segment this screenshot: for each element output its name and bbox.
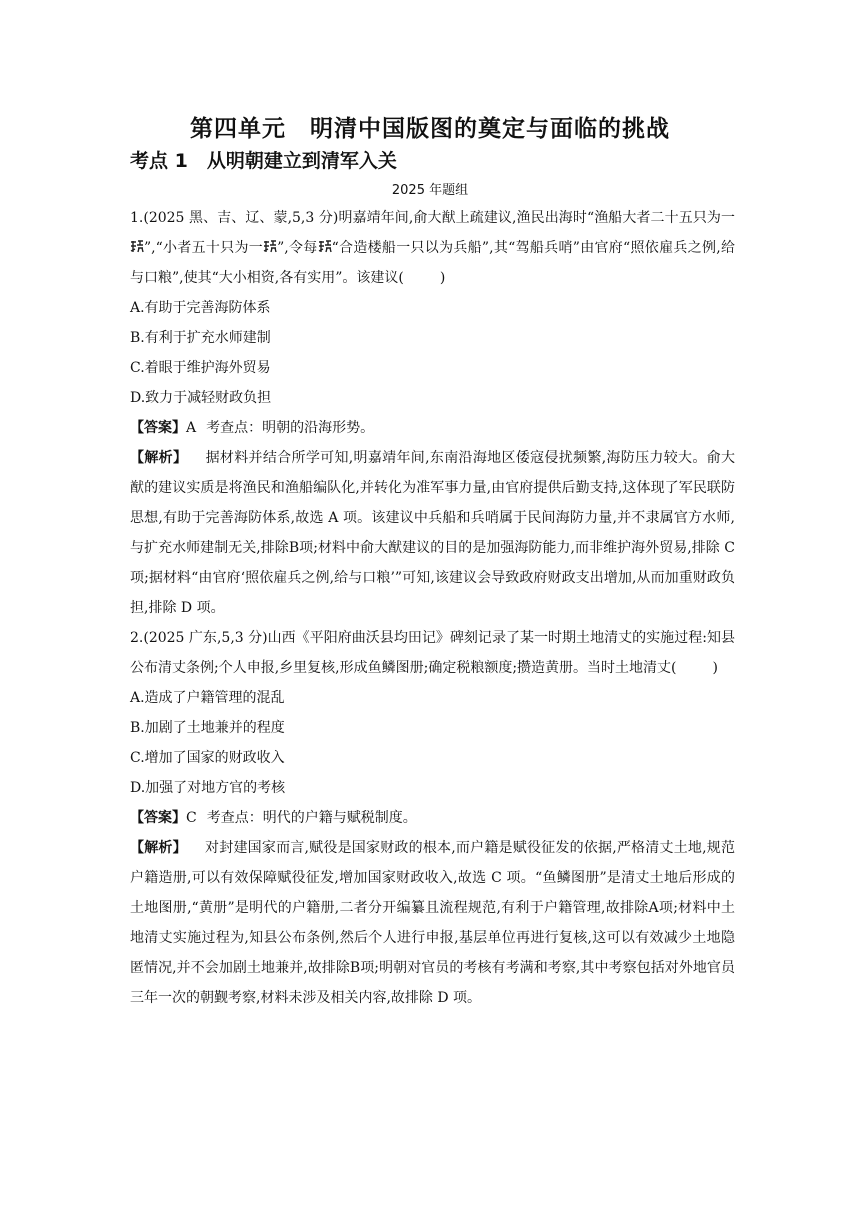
answer-tag: 【答案】 [130,810,186,826]
explanation-text: 据材料并结合所学可知,明嘉靖年间,东南沿海地区倭寇侵扰频繁,海防压力较大。俞大猷的建议实质是将渔民和渔船编队化,并转化为准军事力量,由官府提供后勤支持,这体现了军民联防思想,有助于完善海防体系,故选 A 项。该建议中兵船和兵哨属于民间海防力量,并不隶属官方水师,与扩充水师建制无关,排除B项;材料中俞大猷建议的目的是加强海防能力,而非维护海外贸易,排除 C 项;据材料“由官府‘照依雇兵之例,给与口粮’”可知,该建议会导致政府财政支出增加,从而加重财政负担,排除 D 项。 [130,450,736,616]
unit-title: 第四单元 明清中国版图的奠定与面临的挑战 [190,116,670,142]
explanation-paragraph [130,833,735,1013]
group-title: 2025 年题组 [391,183,469,198]
explanation-paragraph [130,443,735,623]
answer-value: C [186,810,197,826]
rare-character-glyph [130,240,144,253]
option-c: C.增加了国家的财政收入 [130,750,285,766]
question-1-stem [130,203,735,293]
questions-body [130,203,735,1013]
question-2-stem-part-a: 2.(2025 广东,5,3 分)山西《平阳府曲沃县均田记》碑刻记录了某一时期土地清丈的实施过程:知县公布清丈条例;个人申报,乡里复核,形成鱼鳞图册;确定税粮额度;攒造黄册。当时土地清丈( [130,630,735,676]
answer-line [130,413,735,443]
question-1-stem-part-b: ”,“小者五十只为一 [144,240,264,256]
explanation-tag: 【解析】 [130,450,188,466]
answer-line [130,803,735,833]
question-2-stem-part-e: ) [712,660,718,676]
answer-point: 考查点：明代的户籍与赋税制度。 [206,810,417,826]
answer-tag: 【答案】 [130,420,186,436]
question-2-stem [130,623,735,683]
option-d: D.致力于减轻财政负担 [130,390,272,406]
option-a: A.有助于完善海防体系 [130,300,271,316]
option-b: B.加剧了土地兼并的程度 [130,720,285,736]
question-1-stem-part-e: ) [439,270,446,286]
explanation-tag: 【解析】 [130,840,187,856]
answer-value: A [186,420,197,436]
answer-point: 考查点：明朝的沿海形势。 [206,420,375,436]
point-title: 考点 1 从明朝建立到清军入关 [130,150,397,172]
question-1-stem-part-c: ”,令每 [277,240,318,256]
question-1-stem-part-a: 1.(2025 黑、吉、辽、蒙,5,3 分)明嘉靖年间,俞大猷上疏建议,渔民出海时“渔船大者二十五只为一 [130,210,735,226]
option-c: C.着眼于维护海外贸易 [130,360,271,376]
question-1-stem-part-d: “合造楼船一只以为兵船”,其“驾船兵哨”由官府“照依雇兵之例,给与口粮”,使其“大小相资,各有实用”。该建议( [130,240,735,286]
explanation-text: 对封建国家而言,赋役是国家财政的根本,而户籍是赋役征发的依据,严格清丈土地,规范户籍造册,可以有效保障赋役征发,增加国家财政收入,故选 C 项。“鱼鳞图册”是清丈土地后形成的土地图册,“黄册”是明代的户籍册,二者分开编纂且流程规范,有利于户籍管理,故排除A项;材料中土地清丈实施过程为,知县公布条例,然后个人进行申报,基层单位再进行复核,这可以有效减少土地隐匿情况,并不会加剧土地兼并,故排除B项;明朝对官员的考核有考满和考察,其中考察包括对外地官员三年一次的朝觐考察,材料未涉及相关内容,故排除 D 项。 [130,840,735,1006]
rare-character-glyph [318,240,332,253]
option-d: D.加强了对地方官的考核 [130,780,286,796]
option-a: A.造成了户籍管理的混乱 [130,690,285,706]
option-b: B.有利于扩充水师建制 [130,330,271,346]
rare-character-glyph [263,240,277,253]
